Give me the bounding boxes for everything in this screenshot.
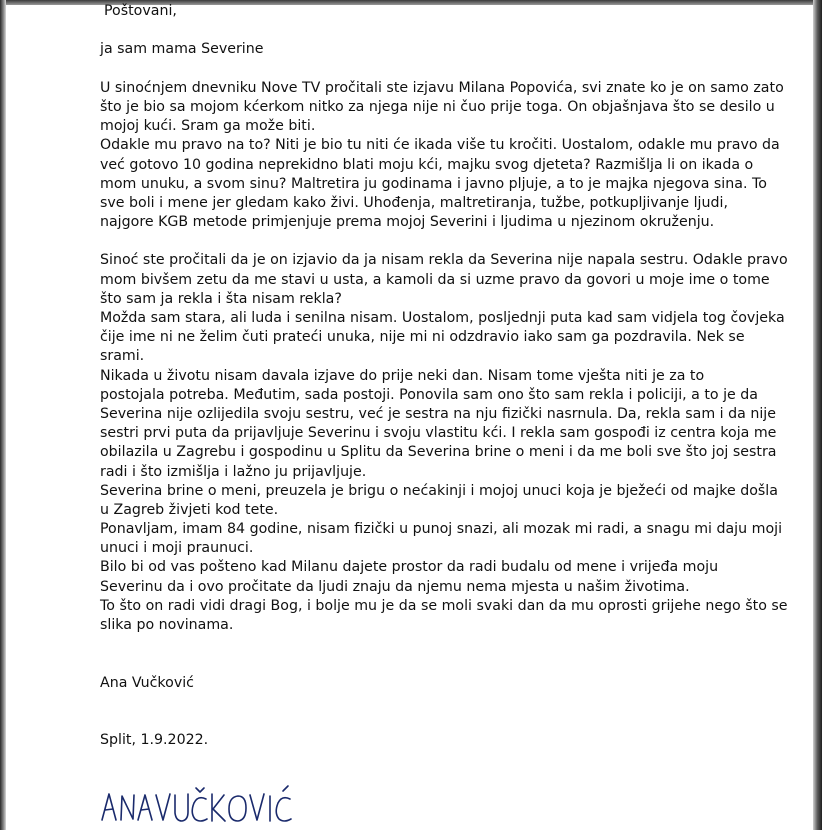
text-line: mojoj kući. Sram ga može biti. [100,118,316,135]
text-line: postojala potreba. Međutim, sada postoji. Ponovila sam ono što sam rekla i policiji, a to je da [100,386,758,403]
text-line: Sinoć ste pročitali da je on izjavio da ja nisam rekla da Severina nije napala sestru. Odakle pravo [100,252,788,269]
text-line: u Zagreb živjeti kod tete. [100,501,279,518]
paragraph-1 [100,79,784,233]
text-line: unuci i moji praunuci. [100,540,254,557]
scan-shadow-right [813,0,822,830]
text-line: mom unuku, a svom sinu? Maltretira ju godinama i javno pljuje, a to je majka njegova sina. To [100,175,767,192]
text-line: sestri prvi puta da prijavljuje Severinu i svoju vlastitu kći. I rekla sam gospođi iz centra koja me [100,425,777,442]
intro-line: ja sam mama Severine [100,41,264,58]
handwritten-signature [100,780,320,830]
author-name: Ana Vučković [100,674,194,691]
text-line: već gotovo 10 godina neprekidno blati moju kći, majku svog djeteta? Razmišlja li on ikada o [100,156,754,173]
text-line: Severina brine o meni, preuzela je brigu o nećakinji i mojoj unuci koja je bježeći od majke došla [100,482,778,499]
text-line: Odakle mu pravo na to? Niti je bio tu niti će ikada više tu kročiti. Uostalom, odakle mu pravo da [100,137,780,154]
text-line: najgore KGB metode primjenjuje prema mojoj Severini i ljudima u njezinom okruženju. [100,214,715,231]
text-line: obilazila u Zagrebu i gospodinu u Splitu da Severina brine o meni i da me boli sve što joj sestra [100,444,777,461]
text-line: radi i što izmišlja i lažno ju prijavljuje. [100,463,367,480]
text-line: Nikada u životu nisam davala izjave do prije neki dan. Nisam tome vješta niti je za to [100,367,705,384]
paragraph-2 [100,251,788,635]
text-line: Možda sam stara, ali luda i senilna nisam. Uostalom, posljednji puta kad sam vidjela tog čovjeka [100,310,785,326]
place-and-date: Split, 1.9.2022. [100,732,209,749]
scan-shadow-left [0,0,6,830]
text-line: Severina nije ozlijedila svoju sestru, već je sestra na nju fizički nasrnula. Da, rekla sam i da nije [100,405,776,422]
text-line: što je bio sa mojom kćerkom nitko za njega nije ni čuo prije toga. On objašnjava što se desilo u [100,98,775,115]
text-line: U sinoćnjem dnevniku Nove TV pročitali ste izjavu Milana Popovića, svi znate ko je on samo zato [100,79,784,96]
text-line: čije ime ni ne želim čuti prateći unuka, nije mi ni odzdravio iako sam ga pozdravila. Nek se [100,329,745,346]
text-line: To što on radi vidi dragi Bog, i bolje mu je da se moli svaki dan da mu oprosti grijehe nego što se [100,597,788,614]
text-line: mom bivšem zetu da me stavi u usta, a kamoli da si uzme pravo da govori u moje ime o tome [100,271,770,288]
text-line: Ponavljam, imam 84 godine, nisam fizički u punoj snazi, ali mozak mi radi, a snagu mi daju moji [100,521,783,538]
text-line: Bilo bi od vas pošteno kad Milanu dajete prostor da radi budalu od mene i vrijeđa moju [100,559,719,576]
letter-body [100,2,788,750]
text-line: srami. [100,348,145,365]
text-line: sve boli i mene jer gledam kako živi. Uhođenja, maltretiranja, tužbe, potkupljivanje ljudi, [100,194,728,211]
text-line: Severinu da i ovo pročitate da ljudi znaju da njemu nema mjesta u našim životima. [100,578,690,595]
text-line: što sam ja rekla i šta nisam rekla? [100,290,342,307]
text-line: slika po novinama. [100,617,234,633]
salutation: Poštovani, [104,3,177,19]
